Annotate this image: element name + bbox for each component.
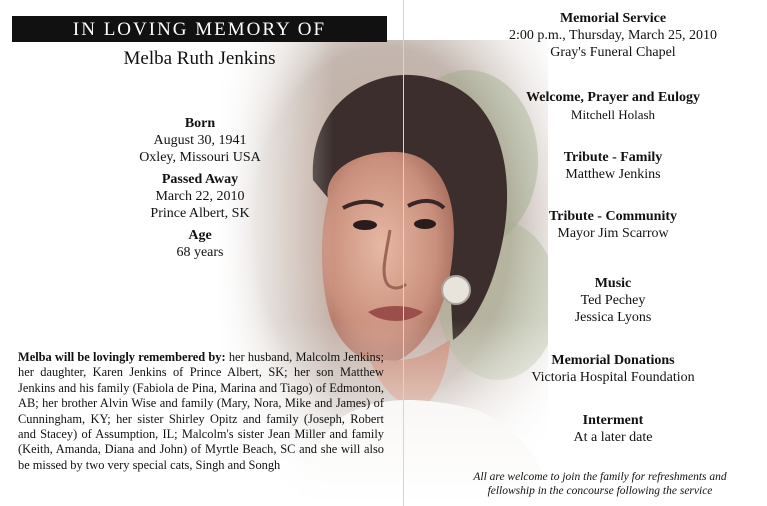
deceased-name: Melba Ruth Jenkins: [123, 48, 276, 69]
born-place: Oxley, Missouri USA: [139, 150, 261, 165]
memorial-service-time: 2:00 p.m., Thursday, March 25, 2010: [508, 28, 718, 43]
interment-heading: Interment: [582, 413, 644, 428]
header-title: IN LOVING MEMORY OF: [12, 16, 387, 42]
remembrance-paragraph: [18, 350, 384, 473]
music-heading: Music: [594, 276, 632, 291]
closing-line-1: All are welcome to join the family for refreshments and: [473, 471, 727, 483]
tribute-community-speaker: Mayor Jim Scarrow: [557, 226, 669, 241]
section-tribute-community: [458, 208, 767, 242]
closing-invitation: [440, 470, 760, 498]
donations-recipient: Victoria Hospital Foundation: [531, 370, 695, 385]
fold-line: [403, 0, 404, 506]
age-label: Age: [188, 228, 212, 243]
music-performer-1: Ted Pechey: [580, 293, 646, 308]
section-donations: [458, 352, 767, 386]
remembrance-lead: Melba will be lovingly remembered by:: [18, 350, 226, 364]
memorial-service-location: Gray's Funeral Chapel: [550, 45, 676, 60]
tribute-family-speaker: Matthew Jenkins: [565, 167, 661, 182]
section-tribute-family: [458, 149, 767, 183]
age-value: 68 years: [176, 245, 224, 260]
interment-detail: At a later date: [573, 430, 653, 445]
passed-label: Passed Away: [161, 172, 239, 187]
music-performer-2: Jessica Lyons: [574, 310, 652, 325]
memorial-service-heading: Memorial Service: [559, 11, 667, 26]
life-facts: [110, 115, 290, 261]
remembrance-text: her husband, Malcolm Jenkins; her daughter, Karen Jenkins of Prince Albert, SK; her son Matthew Jenkins and his family (Fabiola de Pina, Marina and Tiago) of Edmonton, AB; her brother Alvin Wise and family (Mary, Nora, Mike and James) of Cunningham, KY; her sister Shirley Opitz and family (Joseph, Robert and Stacey) of Assumption, IL; Malcolm's sister Jean Miller and family (Keith, Amanda, Diana and John) of Myrtle Beach, SC and she will also be missed by two very special cats, Singh and Songh: [18, 350, 385, 472]
donations-heading: Memorial Donations: [551, 353, 675, 368]
section-interment: [458, 412, 767, 446]
passed-date: March 22, 2010: [155, 189, 245, 204]
tribute-family-heading: Tribute - Family: [563, 150, 663, 165]
tribute-community-heading: Tribute - Community: [548, 209, 678, 224]
section-welcome: [458, 89, 767, 123]
born-date: August 30, 1941: [153, 133, 247, 148]
born-label: Born: [184, 116, 216, 131]
welcome-heading: Welcome, Prayer and Eulogy: [526, 90, 700, 105]
section-music: [458, 275, 767, 326]
closing-line-2: fellowship in the concourse following the service: [487, 485, 713, 497]
section-memorial-service: [458, 10, 767, 61]
welcome-speaker: Mitchell Holash: [570, 107, 656, 122]
passed-place: Prince Albert, SK: [150, 206, 250, 221]
